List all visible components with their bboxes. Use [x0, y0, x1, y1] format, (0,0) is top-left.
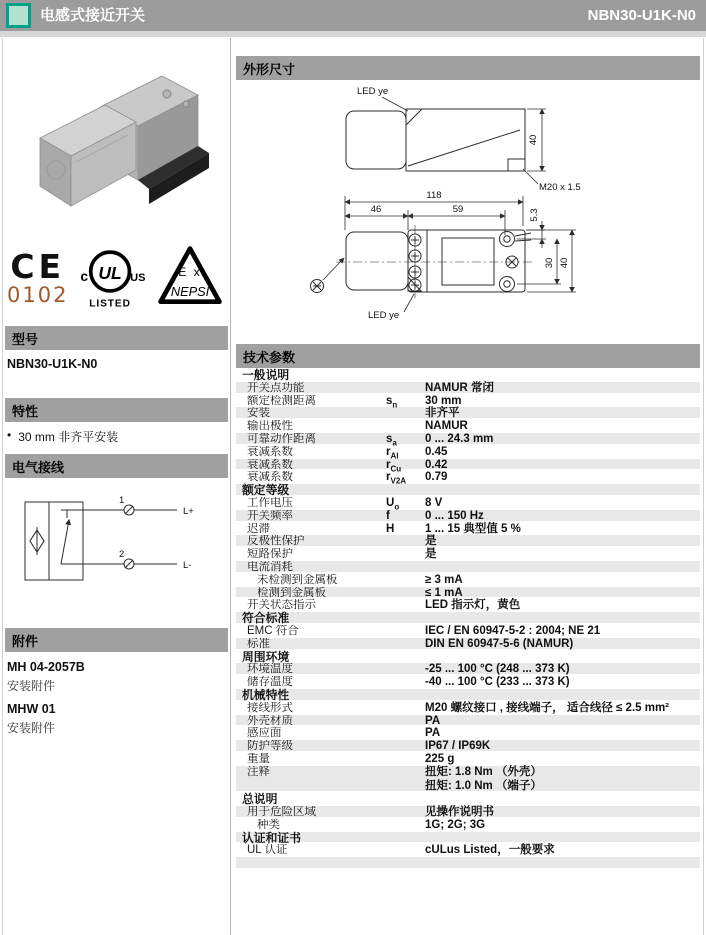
- feature-item: [7, 428, 228, 445]
- row-label: 检测到金属板: [257, 586, 326, 598]
- table-row: [236, 561, 700, 574]
- dim-40-side: 40: [528, 134, 539, 146]
- left-column: [5, 42, 228, 736]
- table-section-label: 一般说明: [242, 368, 290, 382]
- table-row: [236, 715, 700, 728]
- row-label: 衰减系数: [247, 458, 293, 470]
- row-value: LED 指示灯，黄色: [425, 599, 521, 612]
- row-label: 防护等级: [247, 740, 293, 751]
- row-value: PA: [425, 714, 441, 727]
- row-label: 开关点功能: [247, 381, 305, 393]
- table-row: [236, 574, 700, 587]
- table-row: [236, 727, 700, 740]
- row-value: 0.42: [425, 458, 448, 471]
- right-column: [236, 56, 700, 870]
- row-symbol: f: [386, 509, 390, 522]
- ul-letters: UL: [98, 262, 122, 283]
- row-value: 见操作说明书: [425, 806, 494, 819]
- accessory-name: MHW 01: [7, 702, 56, 716]
- pin1-label: 1: [119, 495, 125, 506]
- table-row: [236, 433, 700, 446]
- row-value: M20 螺纹接口 , 接线端子， 适合线径 ≤ 2.5 mm²: [425, 701, 670, 714]
- row-value: 225 g: [425, 752, 455, 765]
- nepsi-ex-mark: [154, 240, 226, 316]
- table-row: [236, 510, 700, 523]
- row-label: 安装: [247, 407, 270, 419]
- ce-mark-text: CE: [10, 247, 66, 286]
- row-symbol: [386, 702, 425, 713]
- dimension-drawing: [236, 80, 700, 340]
- table-row: [236, 676, 700, 689]
- row-label: 开关状态指示: [247, 599, 316, 611]
- table-row: [236, 766, 700, 794]
- feature-text: 30 mm 非齐平安装: [18, 430, 119, 444]
- table-section-row: [236, 612, 700, 625]
- row-symbol: [386, 382, 425, 393]
- row-value: ≥ 3 mA: [425, 573, 463, 586]
- table-row: [236, 459, 700, 472]
- row-label: 重量: [247, 752, 270, 764]
- row-symbol: [386, 420, 425, 431]
- certification-logos: [5, 238, 228, 318]
- row-label: 电流消耗: [247, 560, 293, 572]
- wiring-section-header: 电气接线: [5, 454, 228, 478]
- row-symbol: [386, 663, 425, 674]
- row-label: 未检测到金属板: [257, 573, 338, 585]
- row-symbol: [386, 599, 425, 610]
- row-value: NAMUR 常闭: [425, 381, 494, 394]
- model-value: NBN30-U1K-N0: [7, 357, 98, 371]
- table-row: [236, 548, 700, 561]
- table-row: [236, 857, 700, 870]
- row-symbol: $r_{Al}$: [386, 445, 399, 461]
- row-symbol: [386, 806, 425, 817]
- row-label: EMC 符合: [247, 624, 299, 636]
- row-value: 是: [425, 548, 437, 561]
- header-substrip: [0, 31, 706, 37]
- dim-118: 118: [426, 190, 442, 201]
- row-label: 标准: [247, 637, 270, 649]
- accessories-section-header: 附件: [5, 628, 228, 652]
- accessory-item: [5, 702, 228, 736]
- table-row: [236, 638, 700, 651]
- row-symbol: [386, 638, 425, 649]
- row-symbol: $s_a$: [386, 432, 397, 448]
- row-value: PA: [425, 727, 441, 740]
- dim-30: 30: [544, 257, 555, 269]
- model-section-header: 型号: [5, 326, 228, 350]
- row-symbol: $U_o$: [386, 496, 400, 512]
- row-value: 0.79: [425, 471, 448, 484]
- nepsi-text: NEPSI: [170, 284, 210, 299]
- table-row: [236, 625, 700, 638]
- row-label: 注释: [247, 765, 270, 778]
- table-section-row: [236, 689, 700, 702]
- row-symbol: [386, 587, 425, 598]
- ul-us-letters: US: [130, 271, 146, 284]
- table-row: [236, 702, 700, 715]
- row-symbol: [386, 676, 425, 687]
- table-section-label: 总说明: [242, 792, 278, 807]
- row-value: 0 ... 150 Hz: [425, 509, 484, 522]
- accessory-name: MH 04-2057B: [7, 660, 85, 674]
- table-row: [236, 382, 700, 395]
- led-label-top: LED ye: [357, 86, 389, 97]
- row-symbol: [386, 625, 425, 636]
- lminus-label: L-: [183, 560, 192, 571]
- row-label: 外壳材质: [247, 714, 293, 726]
- row-value: 0 ... 24.3 mm: [425, 432, 494, 445]
- table-row: [236, 535, 700, 548]
- row-value: IEC / EN 60947-5-2 : 2004; NE 21: [425, 624, 601, 637]
- row-symbol: [386, 819, 425, 830]
- bullet-icon: •: [7, 428, 12, 442]
- table-row: [236, 663, 700, 676]
- row-symbol: $s_n$: [386, 394, 398, 409]
- row-value: IP67 / IP69K: [425, 740, 491, 753]
- row-symbol: H: [386, 522, 395, 535]
- row-label: 迟滞: [247, 522, 270, 534]
- row-value: 8 V: [425, 496, 443, 509]
- brand-square-icon: [6, 3, 31, 28]
- row-symbol: [386, 574, 425, 585]
- row-value: [425, 857, 700, 868]
- accessory-item: [5, 660, 228, 694]
- row-value: 非齐平: [425, 407, 460, 420]
- dim-59: 59: [452, 204, 464, 215]
- row-value: cULus Listed，一般要求: [425, 844, 555, 857]
- accessory-desc: 安装附件: [7, 679, 56, 693]
- table-section-row: [236, 484, 700, 497]
- page-right-edge: [703, 38, 704, 935]
- row-value: NAMUR: [425, 420, 468, 433]
- row-symbol: [386, 407, 425, 418]
- row-label: 种类: [257, 818, 280, 830]
- table-section-label: 符合标准: [242, 611, 290, 626]
- table-row: [236, 740, 700, 753]
- table-row: [236, 523, 700, 536]
- row-symbol: [386, 727, 425, 738]
- dim-40-top: 40: [559, 257, 570, 269]
- product-photo: [10, 42, 223, 232]
- table-row: [236, 395, 700, 408]
- ex-text: E x: [178, 265, 202, 280]
- thread-label: M20 x 1.5: [539, 182, 581, 193]
- row-label: 短路保护: [247, 548, 293, 559]
- row-symbol: [386, 548, 425, 559]
- row-label: 额定检测距离: [247, 394, 316, 406]
- row-value: ≤ 1 mA: [425, 586, 463, 599]
- row-symbol: [386, 766, 425, 792]
- ce-mark: [7, 247, 69, 307]
- wiring-diagram: [11, 488, 211, 596]
- row-symbol: [386, 753, 425, 764]
- tech-table: [236, 369, 700, 870]
- row-symbol: [386, 844, 425, 855]
- row-label: [236, 857, 386, 868]
- table-row: [236, 471, 700, 484]
- page-header: [0, 0, 706, 31]
- dim-5-3: 5.3: [529, 208, 540, 222]
- row-label: UL 认证: [247, 844, 288, 856]
- row-symbol: $r_{V2A}$: [386, 471, 407, 486]
- features-section-header: 特性: [5, 398, 228, 422]
- table-row: [236, 599, 700, 612]
- row-symbol: [386, 857, 425, 868]
- row-symbol: [386, 715, 425, 726]
- ul-listed-mark: [75, 241, 147, 315]
- row-label: 储存温度: [247, 676, 293, 687]
- row-value: 1 ... 15 典型值 5 %: [425, 522, 521, 535]
- row-value: -40 ... 100 °C (233 ... 373 K): [425, 676, 570, 689]
- table-section-row: [236, 832, 700, 845]
- row-symbol: [386, 561, 425, 572]
- page-left-edge: [2, 38, 3, 935]
- row-value: -25 ... 100 °C (248 ... 373 K): [425, 663, 570, 676]
- row-value: 30 mm: [425, 394, 462, 407]
- table-row: [236, 407, 700, 420]
- header-model-number: NBN30-U1K-N0: [587, 7, 696, 24]
- table-row: [236, 806, 700, 819]
- row-label: 用于危险区域: [247, 806, 316, 817]
- ce-notified-body-number: 0102: [7, 283, 69, 307]
- row-label: 环境温度: [247, 663, 293, 675]
- table-section-row: [236, 793, 700, 806]
- row-label: 输出极性: [247, 420, 293, 431]
- row-symbol: [386, 535, 425, 546]
- row-value: 1G; 2G; 3G: [425, 818, 486, 831]
- table-row: [236, 497, 700, 510]
- table-row: [236, 819, 700, 832]
- led-label-bottom: LED ye: [368, 310, 400, 321]
- row-value: DIN EN 60947-5-6 (NAMUR): [425, 637, 574, 650]
- ul-c-letter: c: [80, 267, 89, 284]
- lplus-label: L+: [183, 506, 194, 517]
- table-row: [236, 753, 700, 766]
- row-value: 是: [425, 535, 437, 548]
- page-title: 电感式接近开关: [40, 7, 146, 24]
- column-divider: [230, 38, 231, 935]
- row-value: 0.45: [425, 445, 448, 458]
- row-label: 可靠动作距离: [247, 432, 316, 444]
- row-symbol: $r_{Cu}$: [386, 458, 402, 473]
- tech-section-header: 技术参数: [236, 344, 700, 368]
- row-label: 感应面: [247, 727, 282, 739]
- row-value: [425, 561, 700, 572]
- table-section-row: [236, 369, 700, 382]
- table-section-label: 额定等级: [242, 483, 290, 498]
- dimensions-section-header: 外形尺寸: [236, 56, 700, 80]
- table-row: [236, 587, 700, 600]
- ul-listed-text: LISTED: [89, 298, 132, 310]
- row-label: 接线形式: [247, 701, 293, 713]
- row-symbol: [386, 740, 425, 751]
- table-section-row: [236, 651, 700, 664]
- row-value: 扭矩: 1.8 Nm （外壳） 扭矩: 1.0 Nm （端子）: [425, 765, 542, 792]
- row-label: 衰减系数: [247, 471, 293, 483]
- table-row: [236, 844, 700, 857]
- row-label: 开关频率: [247, 509, 293, 521]
- row-label: 工作电压: [247, 496, 293, 508]
- pin2-label: 2: [119, 549, 125, 560]
- dim-46: 46: [370, 204, 382, 215]
- row-label: 反极性保护: [247, 535, 305, 547]
- table-section-label: 认证和证书: [242, 830, 301, 845]
- accessory-desc: 安装附件: [7, 721, 56, 735]
- table-section-label: 周围环境: [242, 649, 290, 664]
- table-row: [236, 420, 700, 433]
- row-label: 衰减系数: [247, 445, 293, 457]
- table-row: [236, 446, 700, 459]
- table-section-label: 机械特性: [242, 687, 290, 702]
